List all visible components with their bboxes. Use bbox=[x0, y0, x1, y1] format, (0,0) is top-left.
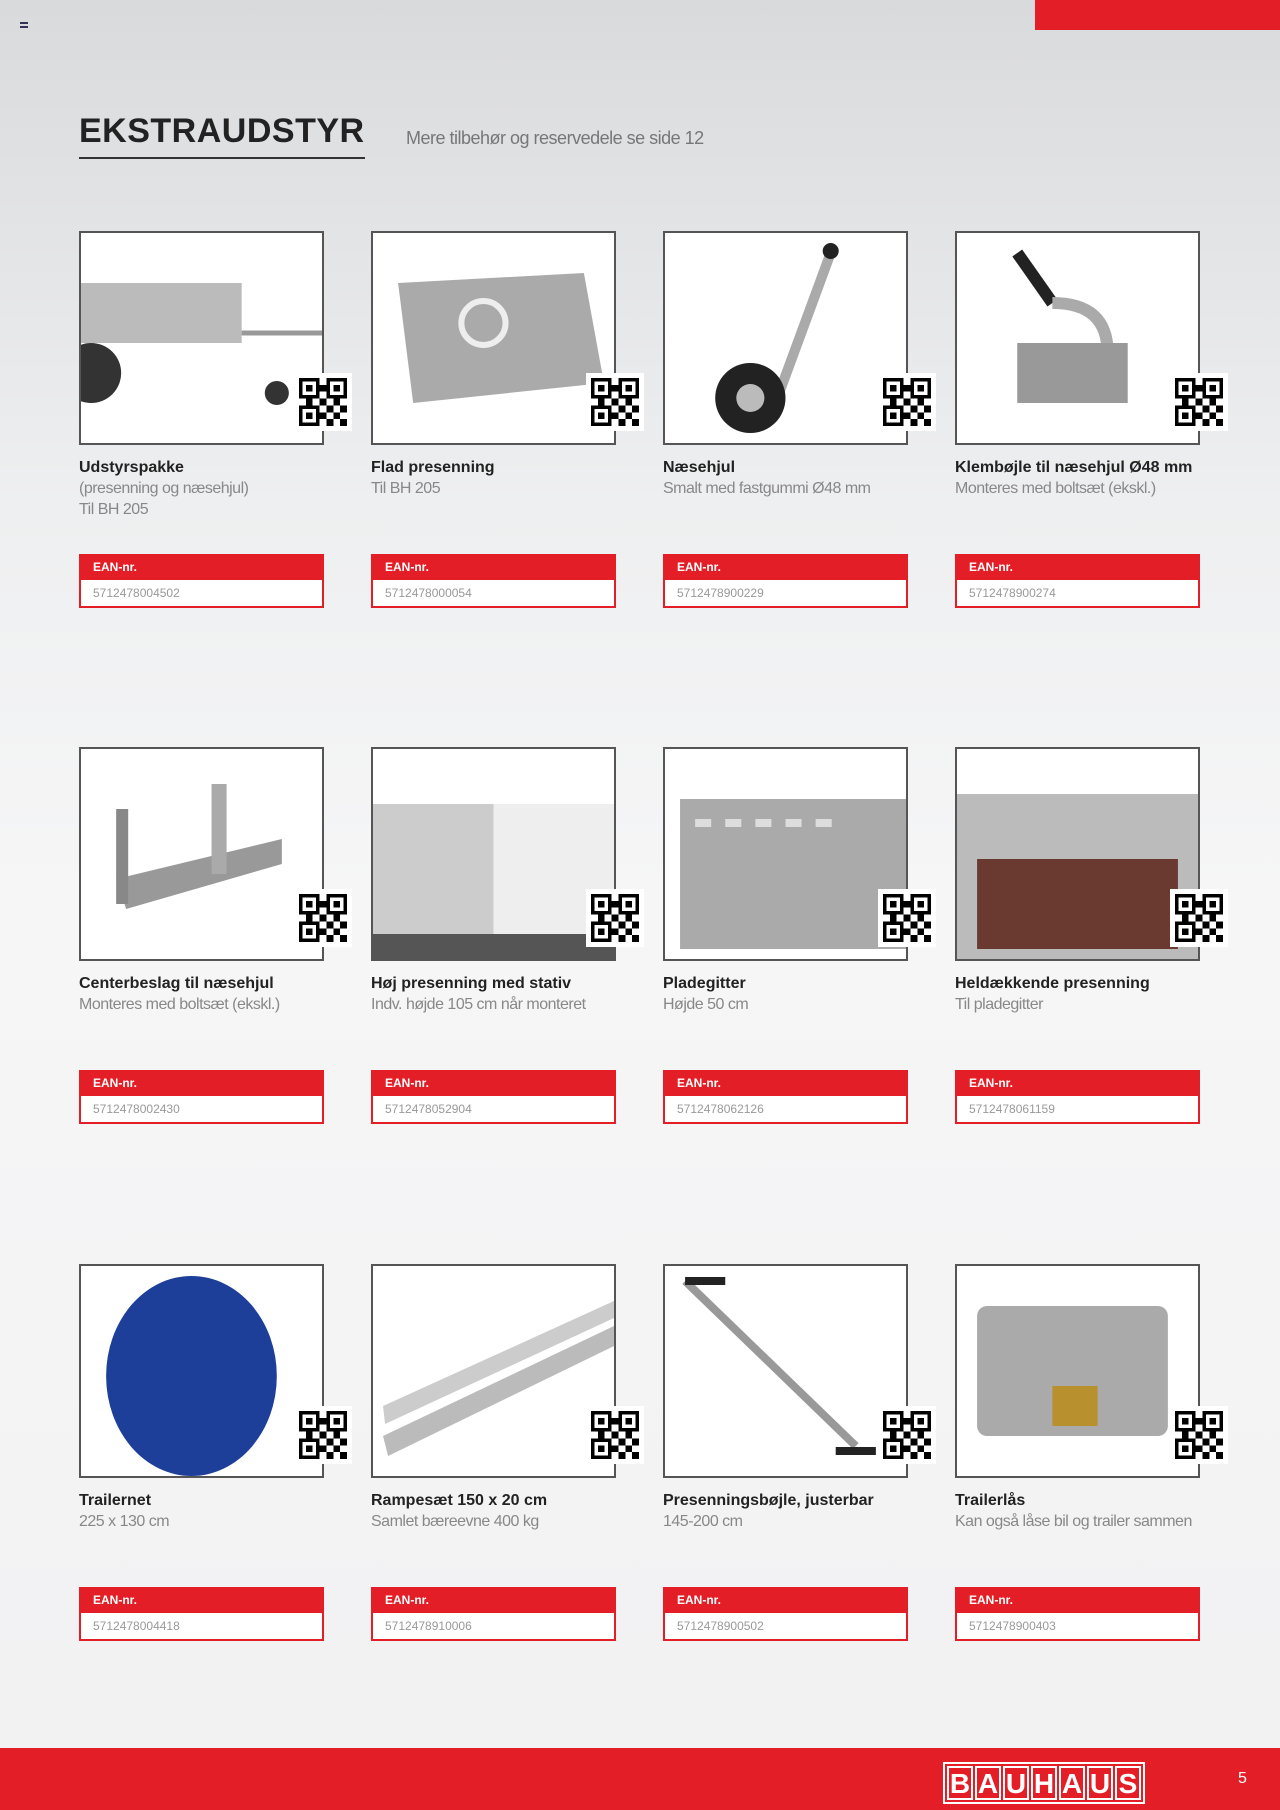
product-name: Rampesæt 150 x 20 cm bbox=[371, 1492, 548, 1509]
menu-icon[interactable] bbox=[20, 22, 28, 28]
product-name: Høj presenning med stativ bbox=[371, 975, 572, 992]
product-description: 225 x 130 cm bbox=[79, 1513, 170, 1530]
product-image bbox=[371, 1264, 616, 1478]
product-name: Udstyrspakke bbox=[79, 459, 184, 476]
product-image bbox=[79, 1264, 324, 1478]
logo-letter: S bbox=[1115, 1766, 1141, 1800]
qr-code-icon[interactable] bbox=[591, 894, 639, 942]
top-red-bar bbox=[1035, 0, 1280, 30]
ean-number: 5712478000054 bbox=[373, 580, 614, 606]
ean-box bbox=[371, 1587, 616, 1641]
qr-code-icon[interactable] bbox=[299, 1411, 347, 1459]
product-description: Monteres med boltsæt (ekskl.) bbox=[79, 996, 280, 1013]
product-description: Til BH 205 bbox=[79, 501, 149, 518]
product-card bbox=[663, 1264, 908, 1644]
page-number: 5 bbox=[1238, 1770, 1247, 1787]
ean-label: EAN-nr. bbox=[373, 556, 614, 580]
product-card bbox=[955, 1264, 1200, 1644]
page-title: EKSTRAUDSTYR bbox=[79, 112, 365, 159]
qr-code-icon[interactable] bbox=[883, 378, 931, 426]
product-card bbox=[79, 231, 324, 611]
ean-number: 5712478002430 bbox=[81, 1096, 322, 1122]
qr-code-icon[interactable] bbox=[591, 378, 639, 426]
product-card bbox=[955, 747, 1200, 1127]
ean-box bbox=[371, 1070, 616, 1124]
product-image bbox=[663, 747, 908, 961]
product-image bbox=[955, 1264, 1200, 1478]
qr-code-icon[interactable] bbox=[1175, 1411, 1223, 1459]
ean-label: EAN-nr. bbox=[81, 556, 322, 580]
ean-label: EAN-nr. bbox=[81, 1589, 322, 1613]
ean-label: EAN-nr. bbox=[373, 1072, 614, 1096]
ean-box bbox=[955, 1587, 1200, 1641]
product-name: Centerbeslag til næsehjul bbox=[79, 975, 274, 992]
ean-number: 5712478900403 bbox=[957, 1613, 1198, 1639]
ean-number: 5712478004418 bbox=[81, 1613, 322, 1639]
logo-letter: U bbox=[1087, 1766, 1113, 1800]
ean-number: 5712478004502 bbox=[81, 580, 322, 606]
qr-code-icon[interactable] bbox=[1175, 378, 1223, 426]
ean-label: EAN-nr. bbox=[373, 1589, 614, 1613]
product-name: Klembøjle til næsehjul Ø48 mm bbox=[955, 459, 1193, 476]
ean-box bbox=[663, 1070, 908, 1124]
ean-box bbox=[79, 1070, 324, 1124]
product-card bbox=[371, 747, 616, 1127]
product-card bbox=[663, 231, 908, 611]
ean-box bbox=[955, 554, 1200, 608]
product-description: Højde 50 cm bbox=[663, 996, 749, 1013]
qr-code-icon[interactable] bbox=[883, 1411, 931, 1459]
ean-number: 5712478900229 bbox=[665, 580, 906, 606]
product-image bbox=[79, 231, 324, 445]
product-name: Næsehjul bbox=[663, 459, 736, 476]
ean-label: EAN-nr. bbox=[81, 1072, 322, 1096]
qr-code-icon[interactable] bbox=[299, 378, 347, 426]
ean-box bbox=[79, 1587, 324, 1641]
product-card bbox=[371, 231, 616, 611]
product-image bbox=[79, 747, 324, 961]
product-image bbox=[371, 231, 616, 445]
ean-label: EAN-nr. bbox=[957, 1589, 1198, 1613]
product-name: Heldækkende presenning bbox=[955, 975, 1150, 992]
ean-box bbox=[663, 554, 908, 608]
logo-letter: A bbox=[975, 1766, 1001, 1800]
product-card bbox=[663, 747, 908, 1127]
product-card bbox=[79, 747, 324, 1127]
logo-letter: H bbox=[1031, 1766, 1057, 1800]
product-description: Til BH 205 bbox=[371, 480, 441, 497]
product-card bbox=[79, 1264, 324, 1644]
footer bbox=[0, 1748, 1280, 1810]
ean-label: EAN-nr. bbox=[665, 556, 906, 580]
ean-number: 5712478900502 bbox=[665, 1613, 906, 1639]
product-name: Trailerlås bbox=[955, 1492, 1026, 1509]
ean-label: EAN-nr. bbox=[957, 556, 1198, 580]
ean-label: EAN-nr. bbox=[957, 1072, 1198, 1096]
product-description: Indv. højde 105 cm når monteret bbox=[371, 996, 586, 1013]
logo-letter: U bbox=[1003, 1766, 1029, 1800]
ean-number: 5712478900274 bbox=[957, 580, 1198, 606]
product-image bbox=[663, 231, 908, 445]
qr-code-icon[interactable] bbox=[299, 894, 347, 942]
ean-box bbox=[663, 1587, 908, 1641]
product-description: 145-200 cm bbox=[663, 1513, 743, 1530]
ean-number: 5712478061159 bbox=[957, 1096, 1198, 1122]
qr-code-icon[interactable] bbox=[1175, 894, 1223, 942]
ean-label: EAN-nr. bbox=[665, 1072, 906, 1096]
product-image bbox=[955, 231, 1200, 445]
product-description: Monteres med boltsæt (ekskl.) bbox=[955, 480, 1156, 497]
product-name: Flad presenning bbox=[371, 459, 495, 476]
product-description: (presenning og næsehjul) bbox=[79, 480, 249, 497]
product-description: Til pladegitter bbox=[955, 996, 1043, 1013]
qr-code-icon[interactable] bbox=[591, 1411, 639, 1459]
logo-letter: A bbox=[1059, 1766, 1085, 1800]
ean-box bbox=[955, 1070, 1200, 1124]
product-description: Kan også låse bil og trailer sammen bbox=[955, 1513, 1192, 1530]
product-card bbox=[371, 1264, 616, 1644]
ean-box bbox=[371, 554, 616, 608]
product-description: Smalt med fastgummi Ø48 mm bbox=[663, 480, 871, 497]
qr-code-icon[interactable] bbox=[883, 894, 931, 942]
page-subtitle: Mere tilbehør og reservedele se side 12 bbox=[406, 128, 704, 148]
ean-number: 5712478062126 bbox=[665, 1096, 906, 1122]
product-name: Presenningsbøjle, justerbar bbox=[663, 1492, 874, 1509]
product-description: Samlet bæreevne 400 kg bbox=[371, 1513, 539, 1530]
product-name: Trailernet bbox=[79, 1492, 152, 1509]
ean-label: EAN-nr. bbox=[665, 1589, 906, 1613]
product-name: Pladegitter bbox=[663, 975, 746, 992]
product-image bbox=[371, 747, 616, 961]
product-image bbox=[955, 747, 1200, 961]
ean-box bbox=[79, 554, 324, 608]
product-card bbox=[955, 231, 1200, 611]
bauhaus-logo bbox=[943, 1762, 1145, 1804]
logo-letter: B bbox=[947, 1766, 973, 1800]
product-image bbox=[663, 1264, 908, 1478]
ean-number: 5712478052904 bbox=[373, 1096, 614, 1122]
ean-number: 5712478910006 bbox=[373, 1613, 614, 1639]
